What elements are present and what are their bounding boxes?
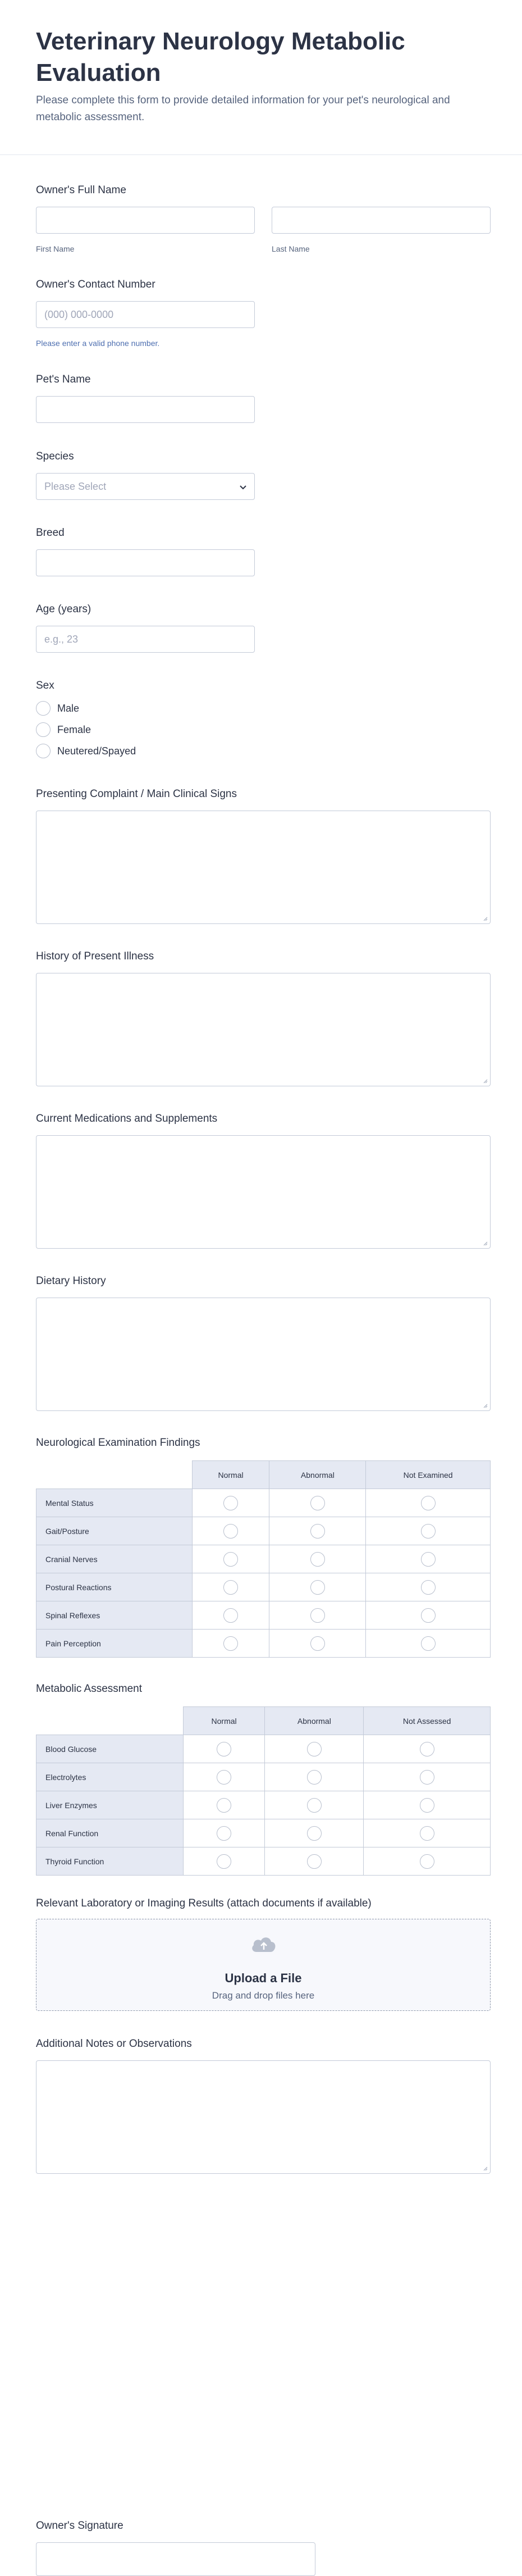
- resize-handle-icon[interactable]: [482, 916, 488, 921]
- metabolic-label: Metabolic Assessment: [36, 1683, 143, 1695]
- radio-button[interactable]: [421, 1580, 436, 1595]
- radio-button[interactable]: [310, 1552, 325, 1567]
- radio-button[interactable]: [217, 1798, 231, 1813]
- history-textarea[interactable]: [36, 973, 491, 1086]
- species-select[interactable]: [36, 473, 255, 500]
- radio-button[interactable]: [223, 1636, 238, 1651]
- sex-option-label: Female: [57, 723, 91, 735]
- diet-field: [36, 1275, 488, 1416]
- radio-button[interactable]: [421, 1552, 436, 1567]
- matrix-row-label: Cranial Nerves: [36, 1545, 193, 1573]
- matrix-row-label: Gait/Posture: [36, 1517, 193, 1545]
- medications-field: [36, 1113, 488, 1253]
- radio-button[interactable]: [421, 1496, 436, 1510]
- owner-name-label: Owner's Full Name: [36, 184, 126, 196]
- matrix-column-header: Abnormal: [265, 1707, 364, 1735]
- radio-button[interactable]: [217, 1854, 231, 1869]
- contact-label: Owner's Contact Number: [36, 279, 155, 290]
- radio-button[interactable]: [217, 1742, 231, 1756]
- radio-button[interactable]: [307, 1854, 322, 1869]
- lab-label: Relevant Laboratory or Imaging Results (attach documents if available): [36, 1897, 372, 1909]
- species-field: [36, 450, 488, 507]
- complaint-field: [36, 788, 488, 929]
- matrix-column-header: Normal: [183, 1707, 265, 1735]
- resize-handle-icon[interactable]: [482, 2165, 488, 2171]
- radio-button[interactable]: [223, 1608, 238, 1623]
- sex-option-female[interactable]: [36, 721, 91, 738]
- table-row: [36, 1545, 491, 1573]
- radio-button[interactable]: [36, 744, 51, 758]
- matrix-row-label: Electrolytes: [36, 1763, 184, 1791]
- page-subtitle: Please complete this form to provide detailed information for your pet's neurological and metabolic assessment.: [36, 94, 450, 123]
- radio-button[interactable]: [421, 1608, 436, 1623]
- upload-subtitle: Drag and drop files here: [212, 1990, 315, 2001]
- radio-button[interactable]: [420, 1854, 434, 1869]
- resize-handle-icon[interactable]: [482, 1078, 488, 1084]
- sex-option-neutered[interactable]: [36, 743, 136, 759]
- radio-button[interactable]: [310, 1608, 325, 1623]
- radio-button[interactable]: [420, 1826, 434, 1841]
- radio-button[interactable]: [223, 1496, 238, 1510]
- first-name-sublabel: First Name: [36, 244, 75, 253]
- table-row: [36, 1630, 491, 1658]
- form-header: [0, 0, 522, 155]
- radio-button[interactable]: [307, 1742, 322, 1756]
- signature-pad[interactable]: [36, 2542, 315, 2576]
- upload-title: Upload a File: [225, 1971, 302, 1985]
- page-title: Veterinary Neurology Metabolic Evaluation: [36, 28, 405, 87]
- radio-button[interactable]: [310, 1496, 325, 1510]
- radio-button[interactable]: [307, 1770, 322, 1785]
- radio-button[interactable]: [310, 1580, 325, 1595]
- breed-input[interactable]: [36, 549, 255, 576]
- radio-button[interactable]: [307, 1826, 322, 1841]
- table-row: [36, 1791, 491, 1819]
- table-row: [36, 1847, 491, 1876]
- age-placeholder: e.g., 23: [44, 634, 79, 645]
- species-label: Species: [36, 450, 74, 462]
- notes-field: [36, 2038, 488, 2178]
- matrix-row-label: Postural Reactions: [36, 1573, 193, 1601]
- table-row: [36, 1489, 491, 1517]
- sex-option-male[interactable]: [36, 700, 79, 717]
- matrix-column-header: Not Assessed: [364, 1707, 491, 1735]
- radio-button[interactable]: [223, 1524, 238, 1539]
- sex-field: [36, 680, 488, 770]
- matrix-row-label: Spinal Reflexes: [36, 1601, 193, 1630]
- table-row: [36, 1735, 491, 1763]
- sex-label: Sex: [36, 680, 54, 691]
- matrix-row-label: Renal Function: [36, 1819, 184, 1847]
- matrix-row-label: Blood Glucose: [36, 1735, 184, 1763]
- matrix-row-label: Mental Status: [36, 1489, 193, 1517]
- diet-textarea[interactable]: [36, 1298, 491, 1411]
- signature-label: Owner's Signature: [36, 2520, 123, 2532]
- phone-input[interactable]: [36, 301, 255, 328]
- history-field: [36, 950, 488, 1091]
- pet-name-input[interactable]: [36, 396, 255, 423]
- signature-field: [36, 2520, 488, 2550]
- phone-placeholder: (000) 000-0000: [44, 309, 114, 320]
- table-row: [36, 1819, 491, 1847]
- last-name-input[interactable]: [272, 207, 491, 234]
- neuro-field: [36, 1437, 488, 1662]
- complaint-label: Presenting Complaint / Main Clinical Signs: [36, 788, 237, 800]
- table-row: [36, 1573, 491, 1601]
- pet-name-field: [36, 374, 488, 430]
- radio-button[interactable]: [421, 1524, 436, 1539]
- metabolic-matrix: [36, 1706, 491, 1876]
- matrix-row-label: Pain Perception: [36, 1630, 193, 1658]
- radio-button[interactable]: [223, 1552, 238, 1567]
- radio-button[interactable]: [420, 1742, 434, 1756]
- notes-label: Additional Notes or Observations: [36, 2038, 192, 2050]
- last-name-sublabel: Last Name: [272, 244, 310, 253]
- radio-button[interactable]: [420, 1798, 434, 1813]
- history-label: History of Present Illness: [36, 950, 154, 962]
- neuro-matrix: [36, 1460, 491, 1658]
- matrix-row-label: Thyroid Function: [36, 1847, 184, 1876]
- table-row: [36, 1601, 491, 1630]
- breed-field: [36, 527, 488, 583]
- radio-button[interactable]: [310, 1524, 325, 1539]
- sex-option-label: Neutered/Spayed: [57, 745, 136, 757]
- matrix-corner: [36, 1707, 184, 1735]
- medications-textarea[interactable]: [36, 1135, 491, 1249]
- matrix-column-header: Not Examined: [366, 1461, 491, 1489]
- radio-button[interactable]: [420, 1770, 434, 1785]
- radio-button[interactable]: [217, 1770, 231, 1785]
- age-label: Age (years): [36, 603, 91, 615]
- radio-button[interactable]: [217, 1826, 231, 1841]
- resize-handle-icon[interactable]: [482, 1240, 488, 1246]
- diet-label: Dietary History: [36, 1275, 106, 1287]
- matrix-column-header: Normal: [192, 1461, 269, 1489]
- matrix-row-label: Liver Enzymes: [36, 1791, 184, 1819]
- matrix-column-header: Abnormal: [269, 1461, 366, 1489]
- file-upload-dropzone[interactable]: [36, 1919, 491, 2011]
- resize-handle-icon[interactable]: [482, 1403, 488, 1408]
- complaint-textarea[interactable]: [36, 811, 491, 924]
- chevron-down-icon: [237, 481, 249, 493]
- radio-button[interactable]: [310, 1636, 325, 1651]
- table-row: [36, 1517, 491, 1545]
- contact-field: [36, 279, 488, 352]
- neuro-label: Neurological Examination Findings: [36, 1437, 200, 1449]
- lab-field: [36, 1897, 488, 2015]
- radio-button[interactable]: [421, 1636, 436, 1651]
- pet-name-label: Pet's Name: [36, 374, 91, 385]
- matrix-corner: [36, 1461, 193, 1489]
- table-row: [36, 1763, 491, 1791]
- medications-label: Current Medications and Supplements: [36, 1113, 218, 1125]
- owner-name-field: [36, 184, 488, 263]
- phone-sublabel: Please enter a valid phone number.: [36, 339, 160, 348]
- radio-button[interactable]: [36, 701, 51, 716]
- breed-label: Breed: [36, 527, 65, 539]
- cloud-upload-icon: [250, 1934, 278, 1954]
- notes-textarea[interactable]: [36, 2060, 491, 2174]
- radio-button[interactable]: [36, 722, 51, 737]
- species-placeholder: Please Select: [44, 481, 107, 492]
- age-field: [36, 603, 488, 659]
- sex-option-label: Male: [57, 702, 80, 714]
- metabolic-field: [36, 1683, 488, 1874]
- radio-button[interactable]: [307, 1798, 322, 1813]
- radio-button[interactable]: [223, 1580, 238, 1595]
- first-name-input[interactable]: [36, 207, 255, 234]
- age-input[interactable]: [36, 626, 255, 653]
